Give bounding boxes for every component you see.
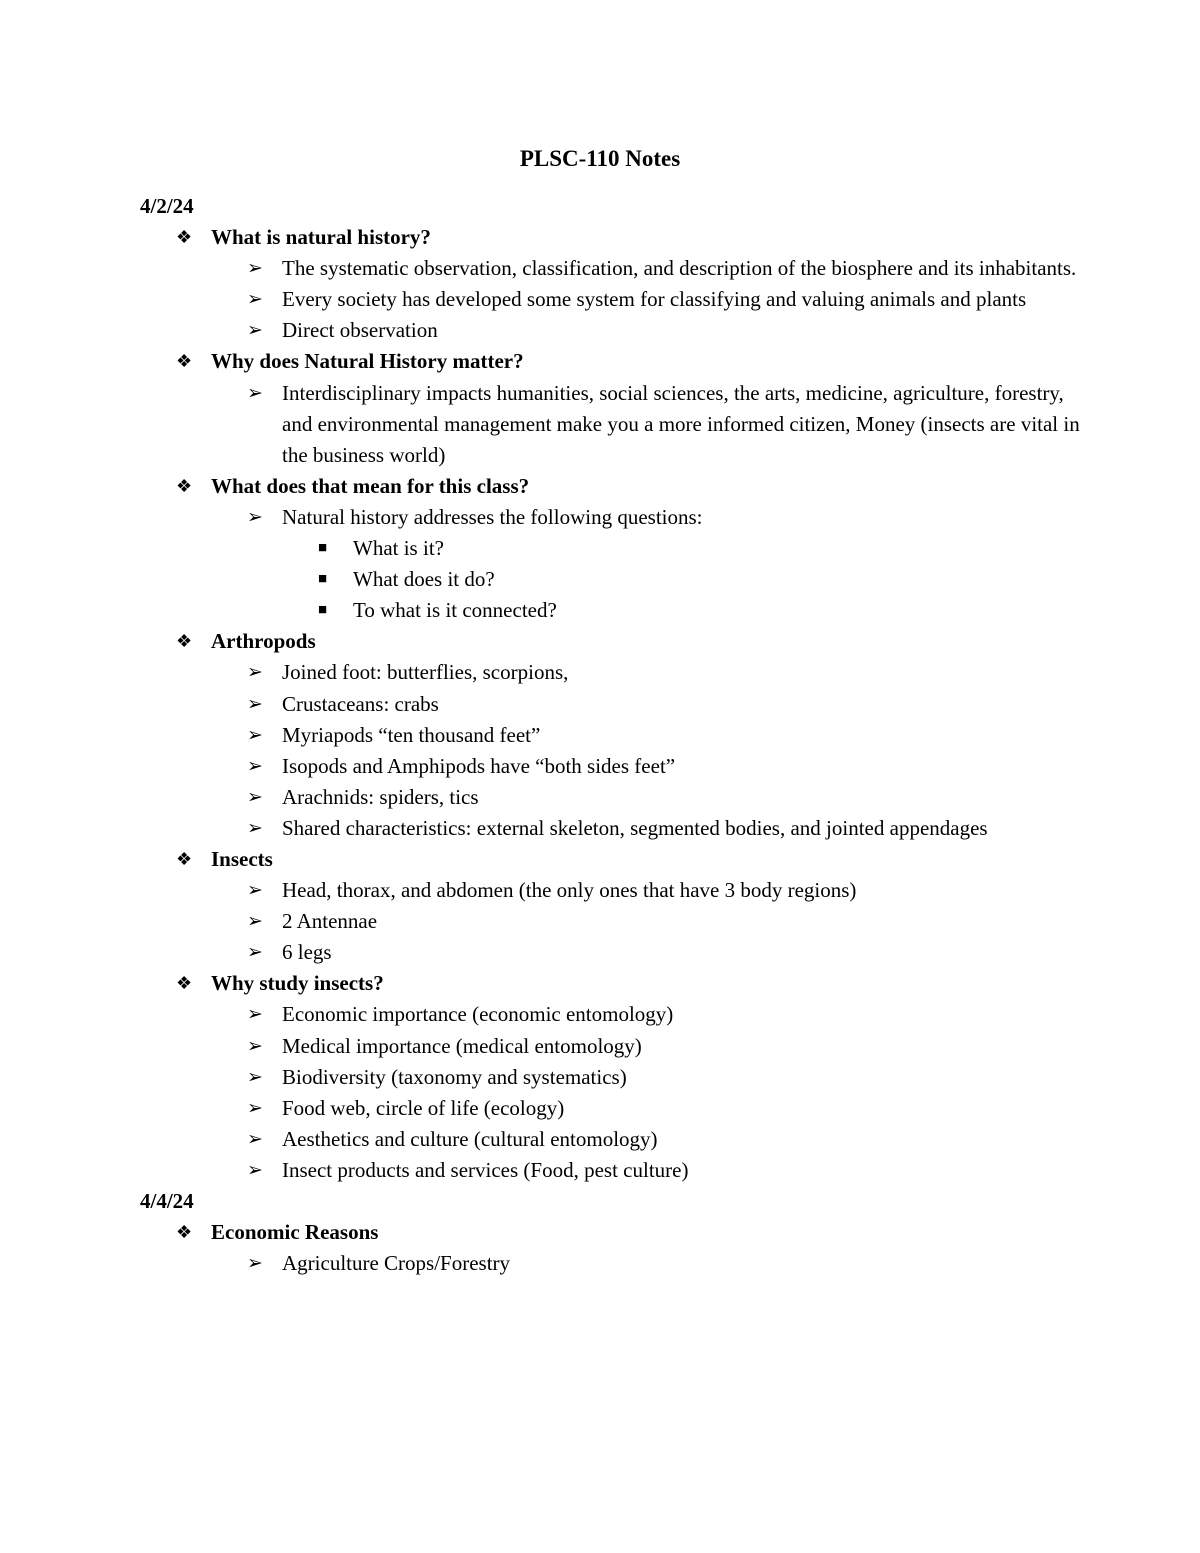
list-item: [140, 813, 1080, 844]
list-item: [140, 1031, 1080, 1062]
arrow-bullet-icon: ➢: [247, 724, 263, 746]
list-item: [140, 720, 1080, 751]
list-item: [140, 502, 1080, 533]
list-item: [140, 1062, 1080, 1093]
notes-body: [140, 191, 1080, 1279]
arrow-bullet-icon: ➢: [247, 817, 263, 839]
arrow-bullet-icon: ➢: [247, 1066, 263, 1088]
topic-heading-text: Why does Natural History matter?: [211, 349, 524, 374]
arrow-bullet-icon: ➢: [247, 1004, 263, 1026]
list-item-text: Joined foot: butterflies, scorpions,: [282, 660, 569, 685]
list-item-text: The systematic observation, classification, and description of the biosphere and its inhabitants.: [282, 256, 1077, 281]
list-item-text: Aesthetics and culture (cultural entomology): [282, 1126, 658, 1151]
list-item-text: Isopods and Amphipods have “both sides feet”: [282, 753, 676, 778]
square-bullet-icon: ■: [318, 602, 328, 619]
list-item: [140, 315, 1080, 346]
arrow-bullet-icon: ➢: [247, 1253, 263, 1275]
square-bullet-icon: ■: [318, 571, 328, 588]
topic-heading-text: Why study insects?: [211, 971, 384, 996]
list-item: [140, 657, 1080, 688]
list-item-text: Shared characteristics: external skeleton, segmented bodies, and jointed appendages: [282, 815, 988, 840]
topic-heading-text: Economic Reasons: [211, 1220, 379, 1245]
list-item: [140, 1093, 1080, 1124]
diamond-bullet-icon: ❖: [176, 1222, 193, 1243]
list-item: [140, 253, 1080, 284]
list-item-text: Myriapods “ten thousand feet”: [282, 722, 541, 747]
list-item-text: Insect products and services (Food, pest culture): [282, 1157, 689, 1182]
list-item-text: Arachnids: spiders, tics: [282, 784, 479, 809]
arrow-bullet-icon: ➢: [247, 258, 263, 280]
list-item-text: Food web, circle of life (ecology): [282, 1095, 565, 1120]
arrow-bullet-icon: ➢: [247, 1128, 263, 1150]
arrow-bullet-icon: ➢: [247, 942, 263, 964]
diamond-bullet-icon: ❖: [176, 351, 193, 372]
topic-heading-text: What is natural history?: [211, 225, 431, 250]
topic-heading-text: What does that mean for this class?: [211, 473, 530, 498]
arrow-bullet-icon: ➢: [247, 320, 263, 342]
topic-heading-text: Insects: [211, 846, 273, 871]
topic-heading: [140, 471, 1080, 502]
topic-heading-text: Arthropods: [211, 629, 316, 654]
list-item-text: Crustaceans: crabs: [282, 691, 439, 716]
list-item: [140, 751, 1080, 782]
topic-heading: [140, 222, 1080, 253]
list-item-text: Direct observation: [282, 318, 438, 343]
diamond-bullet-icon: ❖: [176, 973, 193, 994]
list-item: [140, 999, 1080, 1030]
list-item-text: Medical importance (medical entomology): [282, 1033, 642, 1058]
sub-list-item: [140, 595, 1080, 626]
arrow-bullet-icon: ➢: [247, 911, 263, 933]
diamond-bullet-icon: ❖: [176, 227, 193, 248]
arrow-bullet-icon: ➢: [247, 880, 263, 902]
arrow-bullet-icon: ➢: [247, 755, 263, 777]
section-date: 4/2/24: [140, 194, 194, 218]
list-item: [140, 906, 1080, 937]
list-item-text: Interdisciplinary impacts humanities, social sciences, the arts, medicine, agriculture, forestry, and environmental management make you a more informed citizen, Money (insects are vital in the business world): [282, 380, 1080, 467]
list-item: [140, 875, 1080, 906]
notes-section: [140, 191, 1080, 1186]
list-item-text: 6 legs: [282, 940, 332, 965]
diamond-bullet-icon: ❖: [176, 631, 193, 652]
list-item-text: 2 Antennae: [282, 909, 378, 934]
arrow-bullet-icon: ➢: [247, 693, 263, 715]
sub-list-item: [140, 564, 1080, 595]
topic-heading: [140, 968, 1080, 999]
list-item: [140, 1155, 1080, 1186]
section-date: 4/4/24: [140, 1189, 194, 1213]
list-item-text: Economic importance (economic entomology): [282, 1002, 674, 1027]
sub-list-item-text: To what is it connected?: [353, 598, 557, 623]
arrow-bullet-icon: ➢: [247, 1159, 263, 1181]
arrow-bullet-icon: ➢: [247, 1035, 263, 1057]
list-item: [140, 1248, 1080, 1279]
topic-heading: [140, 1217, 1080, 1248]
sub-list-item: [140, 533, 1080, 564]
list-item-text: Natural history addresses the following questions:: [282, 504, 703, 529]
diamond-bullet-icon: ❖: [176, 848, 193, 869]
arrow-bullet-icon: ➢: [247, 289, 263, 311]
list-item-text: Every society has developed some system for classifying and valuing animals and plants: [282, 287, 1027, 312]
list-item: [140, 1124, 1080, 1155]
list-item: [140, 284, 1080, 315]
arrow-bullet-icon: ➢: [247, 382, 263, 404]
sub-list-item-text: What does it do?: [353, 567, 495, 592]
diamond-bullet-icon: ❖: [176, 475, 193, 496]
topic-heading: [140, 626, 1080, 657]
topic-heading: [140, 844, 1080, 875]
list-item-text: Head, thorax, and abdomen (the only ones that have 3 body regions): [282, 878, 857, 903]
list-item: [140, 937, 1080, 968]
list-item-text: Agriculture Crops/Forestry: [282, 1251, 511, 1276]
list-item: [140, 689, 1080, 720]
list-item: [140, 782, 1080, 813]
sub-list-item-text: What is it?: [353, 536, 444, 561]
notes-section: [140, 1186, 1080, 1279]
arrow-bullet-icon: ➢: [247, 1097, 263, 1119]
list-item-text: Biodiversity (taxonomy and systematics): [282, 1064, 627, 1089]
arrow-bullet-icon: ➢: [247, 786, 263, 808]
arrow-bullet-icon: ➢: [247, 506, 263, 528]
topic-heading: [140, 346, 1080, 377]
square-bullet-icon: ■: [318, 540, 328, 557]
arrow-bullet-icon: ➢: [247, 662, 263, 684]
document-title: PLSC-110 Notes: [519, 146, 681, 171]
list-item: [140, 378, 1080, 471]
